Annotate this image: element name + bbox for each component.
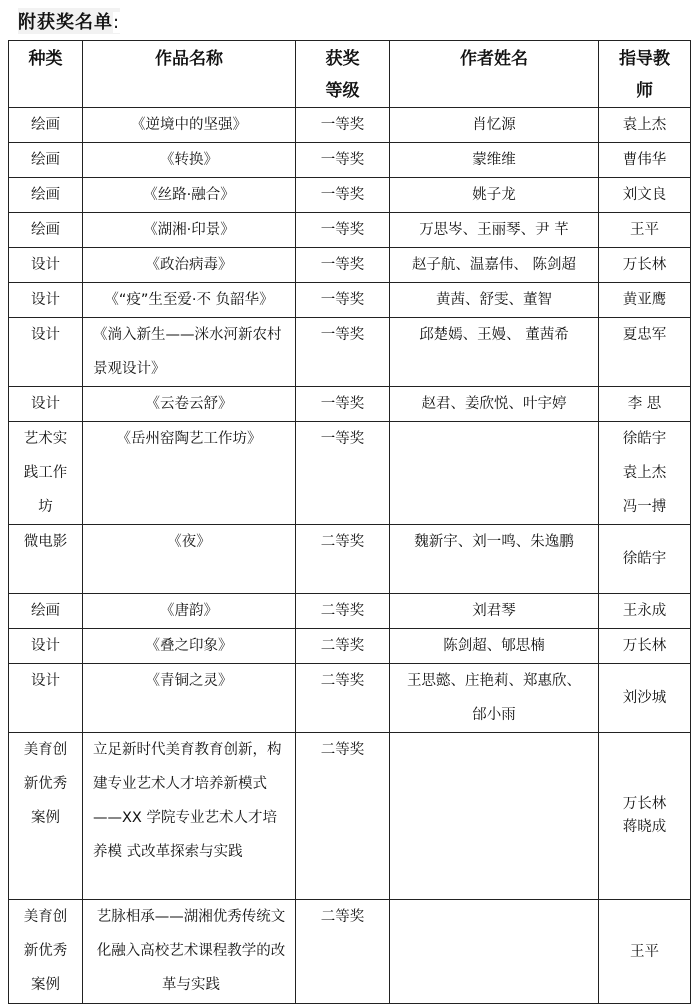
cell-category: 微电影 <box>9 525 83 594</box>
title-colon: : <box>113 12 121 33</box>
cell-authors: 赵子航、温嘉伟、 陈剑超 <box>390 248 599 283</box>
cell-advisors <box>599 178 691 213</box>
cell-authors <box>390 422 599 525</box>
advisor-name: 李 思 <box>627 396 662 412</box>
table-row <box>9 108 691 143</box>
cell-authors: 邱楚嫣、王嫚、 董茜希 <box>390 318 599 387</box>
table-row <box>9 422 691 525</box>
cell-work: 《逆境中的坚强》 <box>83 108 296 143</box>
table-row <box>9 387 691 422</box>
table-row <box>9 283 691 318</box>
cell-advisors <box>599 900 691 1004</box>
cell-advisors <box>599 422 691 525</box>
cell-award: 二等奖 <box>296 664 390 733</box>
cell-advisors <box>599 629 691 664</box>
cell-category: 设计 <box>9 664 83 733</box>
header-category: 种类 <box>9 41 83 108</box>
cell-authors: 黄茜、舒雯、董智 <box>390 283 599 318</box>
table-row <box>9 248 691 283</box>
cell-category: 绘画 <box>9 108 83 143</box>
header-award: 获奖等级 <box>296 41 390 108</box>
advisor-name: 万长林 <box>622 796 667 812</box>
cell-category: 设计 <box>9 629 83 664</box>
advisor-name: 冯一搏 <box>622 499 667 515</box>
cell-authors <box>390 900 599 1004</box>
table-row <box>9 594 691 629</box>
cell-advisors <box>599 143 691 178</box>
cell-award: 一等奖 <box>296 108 390 143</box>
cell-award: 二等奖 <box>296 594 390 629</box>
cell-advisors <box>599 248 691 283</box>
cell-work: 立足新时代美育教育创新，构建专业艺术人才培养新模式——XX 学院专业艺术人才培养模 式改革探索与实践 <box>83 733 296 900</box>
cell-work: 《青铜之灵》 <box>83 664 296 733</box>
cell-category: 绘画 <box>9 213 83 248</box>
advisor-name: 袁上杰 <box>622 465 667 481</box>
advisor-name: 黄亚鹰 <box>622 292 667 308</box>
cell-advisors <box>599 318 691 387</box>
cell-category: 设计 <box>9 387 83 422</box>
header-work: 作品名称 <box>83 41 296 108</box>
advisor-name: 蒋晓成 <box>622 819 667 835</box>
advisor-name: 万长林 <box>622 638 667 654</box>
cell-award: 一等奖 <box>296 248 390 283</box>
cell-category: 美育创新优秀案例 <box>9 733 83 900</box>
cell-award: 二等奖 <box>296 525 390 594</box>
header-authors: 作者姓名 <box>390 41 599 108</box>
table-row <box>9 318 691 387</box>
cell-award: 二等奖 <box>296 733 390 900</box>
cell-work: 《淌入新生——洣水河新农村景观设计》 <box>83 318 296 387</box>
cell-category: 美育创新优秀案例 <box>9 900 83 1004</box>
cell-advisors <box>599 283 691 318</box>
advisor-name: 刘文良 <box>622 187 667 203</box>
cell-authors: 万思岑、王丽琴、尹 芊 <box>390 213 599 248</box>
table-row <box>9 213 691 248</box>
cell-award: 一等奖 <box>296 143 390 178</box>
cell-authors: 刘君琴 <box>390 594 599 629</box>
cell-advisors <box>599 664 691 733</box>
header-advisors: 指导教师 <box>599 41 691 108</box>
table-row <box>9 525 691 594</box>
advisor-name: 夏忠军 <box>622 327 667 343</box>
table-row <box>9 629 691 664</box>
cell-award: 一等奖 <box>296 387 390 422</box>
table-row <box>9 664 691 733</box>
cell-authors: 姚子龙 <box>390 178 599 213</box>
advisor-name: 袁上杰 <box>622 117 667 133</box>
cell-work: 《转换》 <box>83 143 296 178</box>
table-row <box>9 178 691 213</box>
cell-award: 一等奖 <box>296 283 390 318</box>
cell-authors: 蒙维维 <box>390 143 599 178</box>
cell-award: 一等奖 <box>296 178 390 213</box>
advisor-name: 徐皓宇 <box>622 551 667 567</box>
cell-award: 二等奖 <box>296 629 390 664</box>
cell-advisors <box>599 733 691 900</box>
cell-work: 《湖湘·印景》 <box>83 213 296 248</box>
cell-award: 二等奖 <box>296 900 390 1004</box>
page-title <box>18 8 120 34</box>
cell-work: 《丝路·融合》 <box>83 178 296 213</box>
advisor-name: 徐皓宇 <box>622 431 667 447</box>
cell-category: 绘画 <box>9 594 83 629</box>
cell-advisors <box>599 525 691 594</box>
cell-category: 艺术实践工作坊 <box>9 422 83 525</box>
cell-category: 绘画 <box>9 178 83 213</box>
cell-work: 艺脉相承——湖湘优秀传统文化融入高校艺术课程教学的改革与实践 <box>83 900 296 1004</box>
cell-authors: 陈剑超、郇思楠 <box>390 629 599 664</box>
cell-work: 《岳州窑陶艺工作坊》 <box>83 422 296 525</box>
cell-authors: 肖忆源 <box>390 108 599 143</box>
cell-work: 《唐韵》 <box>83 594 296 629</box>
cell-advisors <box>599 387 691 422</box>
cell-category: 绘画 <box>9 143 83 178</box>
table-row <box>9 900 691 1004</box>
cell-work: 《云卷云舒》 <box>83 387 296 422</box>
cell-authors <box>390 733 599 900</box>
awards-table <box>8 40 691 1004</box>
title-text: 附获奖名单 <box>18 12 113 33</box>
cell-work: 《政治病毒》 <box>83 248 296 283</box>
advisor-name: 王平 <box>630 222 659 238</box>
advisor-name: 刘沙城 <box>622 690 667 706</box>
header-row <box>9 41 691 108</box>
advisor-name: 万长林 <box>622 257 667 273</box>
cell-category: 设计 <box>9 318 83 387</box>
advisor-name: 王平 <box>630 943 659 960</box>
cell-work: 《夜》 <box>83 525 296 594</box>
cell-work: 《叠之印象》 <box>83 629 296 664</box>
cell-category: 设计 <box>9 283 83 318</box>
advisor-name: 曹伟华 <box>622 152 667 168</box>
cell-advisors <box>599 213 691 248</box>
advisor-name: 王永成 <box>622 603 667 619</box>
cell-award: 一等奖 <box>296 318 390 387</box>
cell-work: 《“疫”生至爱·不 负韶华》 <box>83 283 296 318</box>
cell-award: 一等奖 <box>296 422 390 525</box>
cell-authors: 王思懿、庄艳莉、郑惠欣、邰小雨 <box>390 664 599 733</box>
table-row <box>9 733 691 900</box>
cell-authors: 赵君、姜欣悦、叶宇婷 <box>390 387 599 422</box>
cell-award: 一等奖 <box>296 213 390 248</box>
cell-advisors <box>599 594 691 629</box>
table-row <box>9 143 691 178</box>
cell-authors: 魏新宇、刘一鸣、朱逸鹏 <box>390 525 599 594</box>
cell-advisors <box>599 108 691 143</box>
cell-category: 设计 <box>9 248 83 283</box>
